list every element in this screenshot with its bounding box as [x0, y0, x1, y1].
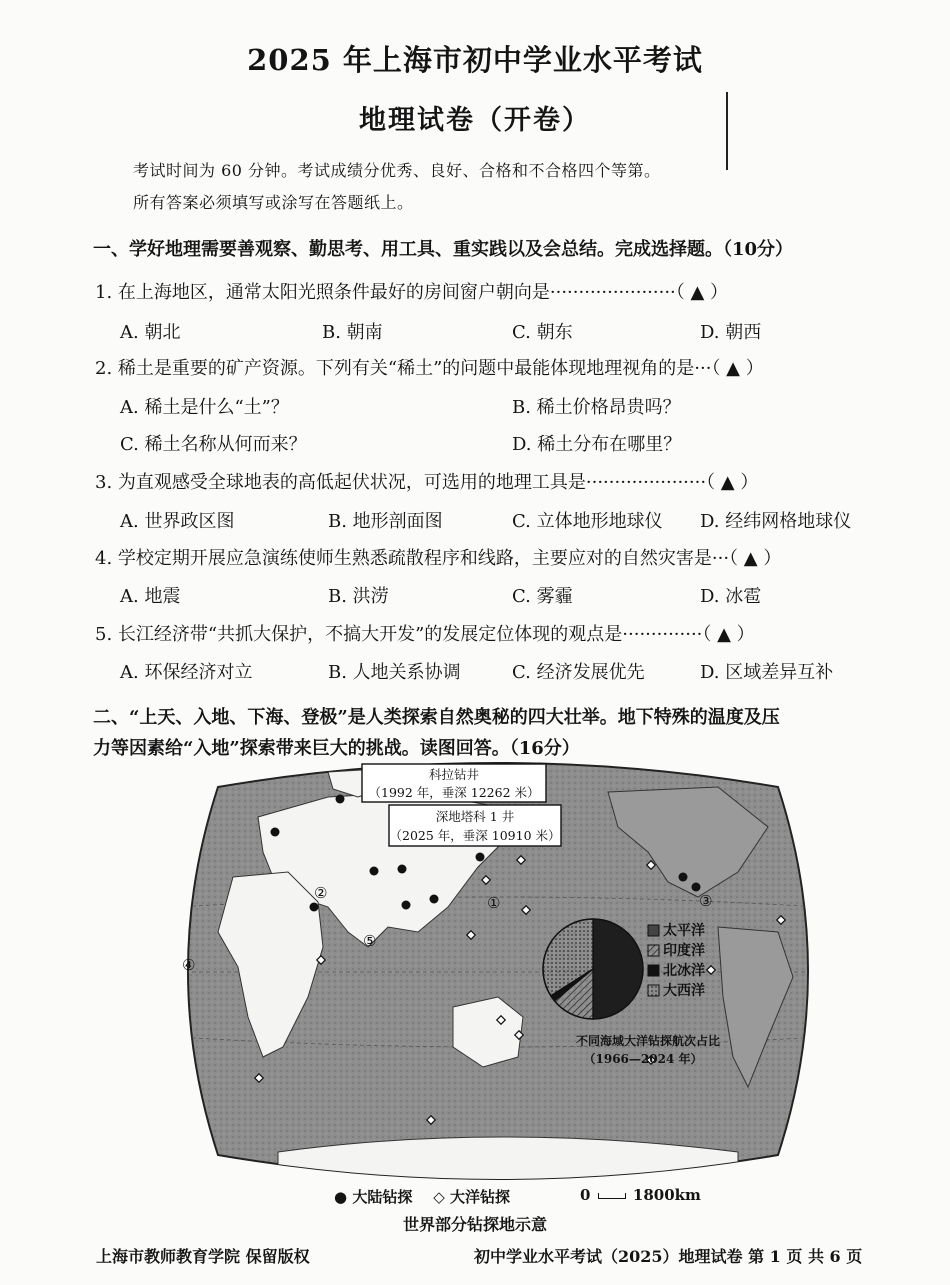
q3-option-d: D. 经纬网格地球仪	[700, 511, 852, 532]
land-drill-site	[398, 865, 407, 874]
q3-option-b: B. 地形剖面图	[328, 511, 443, 532]
q4-option-a: A. 地震	[120, 586, 181, 607]
q1-option-a: A. 朝北	[120, 322, 181, 343]
question-4-stem: 4. 学校定期开展应急演练使师生熟悉疏散程序和线路，主要应对的自然灾害是···（ ▲ ）	[95, 548, 782, 569]
q5-option-c: C. 经济发展优先	[512, 662, 645, 683]
question-3-stem: 3. 为直观感受全球地表的高低起伏状况，可选用的地理工具是·····················（ ▲ ）	[95, 472, 759, 493]
antarctica-landmass	[278, 1137, 738, 1185]
land-drill-site	[402, 901, 411, 910]
q3-option-a: A. 世界政区图	[120, 511, 235, 532]
question-5-stem: 5. 长江经济带“共抓大保护，不搞大开发”的发展定位体现的观点是··············（ ▲ ）	[95, 624, 755, 645]
q2-option-a: A. 稀土是什么“土”？	[120, 397, 289, 418]
land-drill-site	[430, 895, 439, 904]
scale-label: 1800km	[632, 1186, 701, 1204]
pie-legend-swatch-4	[648, 985, 659, 996]
pie-legend-label-3: 北冰洋	[663, 963, 705, 979]
land-drill-site	[476, 853, 485, 862]
land-drill-legend-icon: ●	[334, 1188, 348, 1206]
land-drill-site	[310, 903, 319, 912]
marker-5: ⑤	[363, 932, 377, 950]
q5-option-b: B. 人地关系协调	[328, 662, 461, 683]
callout-kola-well-name: 科拉钻井	[428, 767, 480, 782]
q5-option-d: D. 区域差异互补	[700, 662, 834, 683]
q4-option-d: D. 冰雹	[700, 586, 762, 607]
pie-legend-label-2: 印度洋	[663, 943, 705, 959]
paper-subtitle: 地理试卷（开卷）	[359, 105, 591, 136]
callout-kola-well	[362, 764, 546, 802]
q2-option-c: C. 稀土名称从何而来？	[120, 434, 307, 455]
q3-option-c: C. 立体地形地球仪	[512, 511, 663, 532]
marker-3: ③	[699, 892, 713, 910]
pen-mark	[726, 92, 728, 170]
ocean-drill-legend-label: 大洋钻探	[450, 1188, 511, 1206]
pie-legend-label-4: 大西洋	[663, 983, 705, 999]
pie-caption-line-1: 不同海域大洋钻探航次占比	[575, 1034, 721, 1048]
footer-publisher: 上海市教师教育学院 保留版权	[96, 1247, 310, 1266]
q5-option-a: A. 环保经济对立	[120, 662, 253, 683]
marker-2: ②	[314, 884, 328, 902]
pie-legend-swatch-1	[648, 925, 659, 936]
question-1-stem: 1. 在上海地区，通常太阳光照条件最好的房间窗户朝向是······················（ ▲ ）	[95, 282, 729, 303]
instruction-line-2: 所有答案必须填写或涂写在答题纸上。	[133, 193, 414, 212]
land-drill-site	[370, 867, 379, 876]
ocean-drill-legend-icon: ◇	[433, 1188, 445, 1206]
scale-zero: 0	[580, 1186, 591, 1204]
callout-kola-well-detail: （1992 年，垂深 12262 米）	[368, 785, 540, 800]
q1-option-b: B. 朝南	[322, 322, 383, 343]
callout-tarim-well-name: 深地塔科 1 井	[435, 809, 515, 824]
q4-option-c: C. 雾霾	[512, 586, 573, 607]
pie-legend-swatch-3	[648, 965, 659, 976]
map-legend	[334, 1186, 510, 1207]
map-caption: 世界部分钻探地示意	[402, 1215, 547, 1234]
q2-option-b: B. 稀土价格昂贵吗？	[512, 397, 681, 418]
land-drill-site	[336, 795, 345, 804]
instruction-line-1: 考试时间为 60 分钟。考试成绩分优秀、良好、合格和不合格四个等第。	[133, 161, 661, 180]
q2-option-d: D. 稀土分布在哪里？	[512, 434, 682, 455]
section-2-heading-line-1: 二、“上天、入地、下海、登极”是人类探索自然奥秘的四大壮举。地下特殊的温度及压	[93, 707, 780, 728]
footer-page-info: 初中学业水平考试（2025）地理试卷 第 1 页 共 6 页	[474, 1247, 863, 1266]
land-drill-legend-label: 大陆钻探	[352, 1188, 413, 1206]
land-drill-site	[692, 883, 701, 892]
q4-option-b: B. 洪涝	[328, 586, 389, 607]
scale-bar	[598, 1193, 626, 1199]
marker-4: ④	[182, 956, 196, 974]
pie-caption-line-2: （1966—2024 年）	[583, 1052, 703, 1066]
ocean-drilling-pie-chart	[543, 919, 643, 1019]
callout-tarim-well	[389, 805, 561, 846]
marker-1: ①	[487, 894, 501, 912]
section-1-heading: 一、学好地理需要善观察、勤思考、用工具、重实践以及会总结。完成选择题。（10分）	[93, 239, 794, 260]
land-drill-site	[679, 873, 688, 882]
section-2-heading-line-2: 力等因素给“入地”探索带来巨大的挑战。读图回答。（16分）	[93, 738, 580, 759]
pie-legend-swatch-2	[648, 945, 659, 956]
land-drill-site	[271, 828, 280, 837]
exam-title: 2025 年上海市初中学业水平考试	[247, 43, 703, 77]
world-drilling-map	[178, 757, 818, 1185]
map-scale	[580, 1186, 701, 1204]
q1-option-c: C. 朝东	[512, 322, 573, 343]
q1-option-d: D. 朝西	[700, 322, 762, 343]
pie-legend-label-1: 太平洋	[663, 923, 705, 939]
callout-tarim-well-detail: （2025 年，垂深 10910 米）	[389, 828, 561, 843]
question-2-stem: 2. 稀土是重要的矿产资源。下列有关“稀土”的问题中最能体现地理视角的是···（ ▲ ）	[95, 358, 764, 379]
